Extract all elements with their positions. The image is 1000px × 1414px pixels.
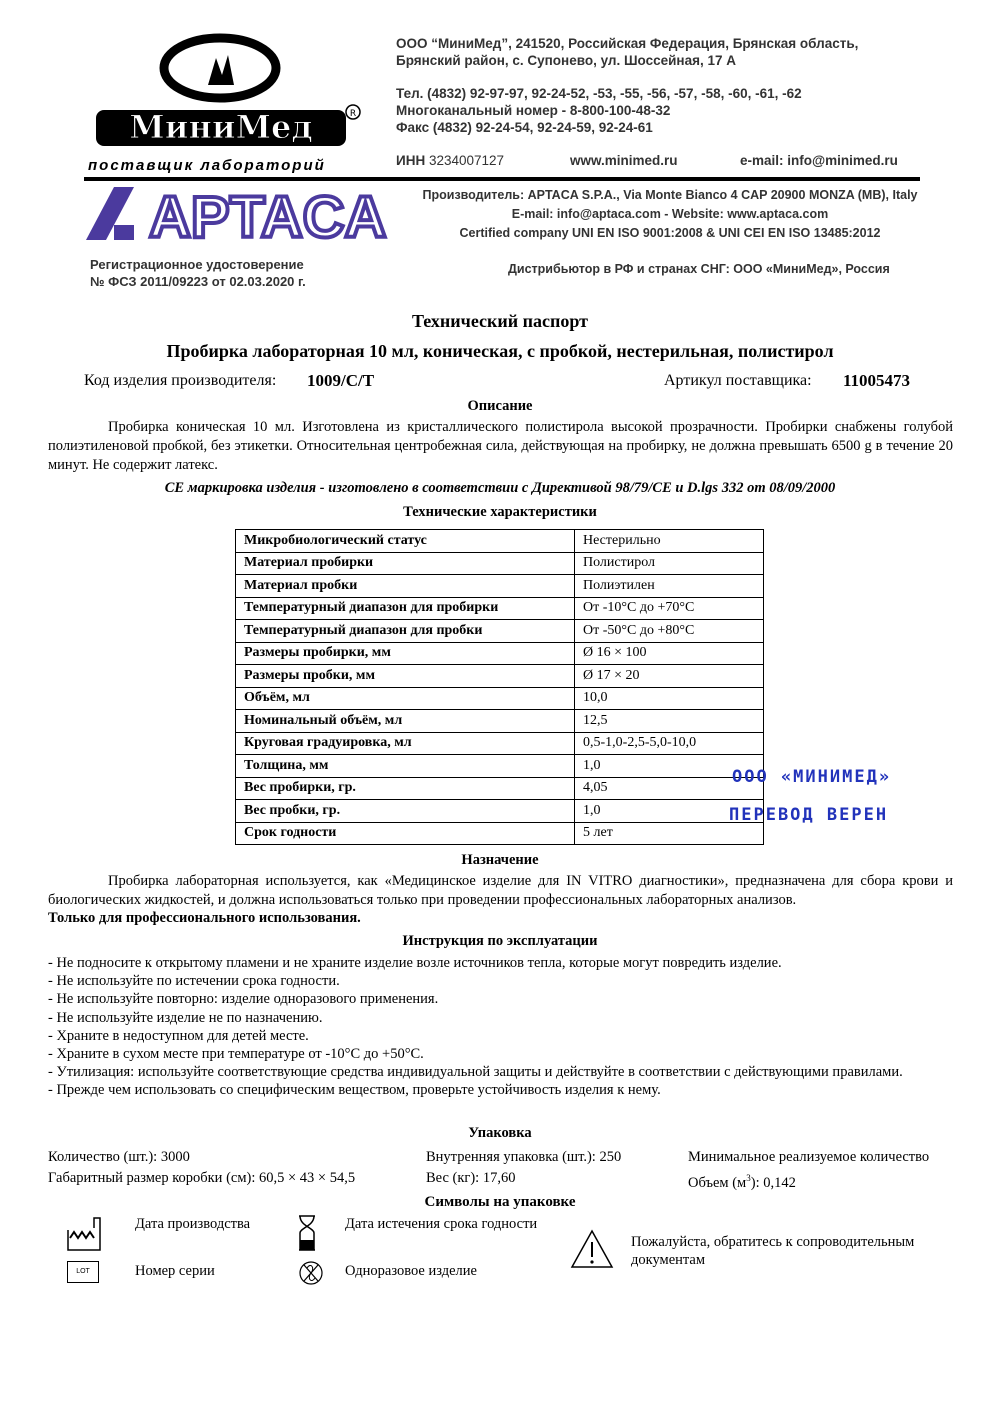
instruction-item: - Не подносите к открытому пламени и не храните изделие возле источников тепла, которые могут повредить изделие. xyxy=(48,955,782,971)
spec-row xyxy=(236,732,764,755)
spec-value: Нестерильно xyxy=(575,530,764,553)
spec-value: 1,0 xyxy=(575,800,764,823)
packaging-min-qty: Минимальное реализуемое количество xyxy=(688,1149,930,1165)
spec-key: Номинальный объём, мл xyxy=(236,710,575,733)
purpose-heading: Назначение xyxy=(461,852,539,868)
packaging-weight: Вес (кг): 17,60 xyxy=(426,1170,516,1186)
spec-value: 4,05 xyxy=(575,777,764,800)
spec-value: Ø 16 × 100 xyxy=(575,642,764,665)
instruction-item: - Не используйте по истечении срока годности. xyxy=(48,973,340,990)
registration-line-2: № ФСЗ 2011/09223 от 02.03.2020 г. xyxy=(90,274,306,289)
company-address-2: Брянский район, с. Супонево, ул. Шоссейная, 17 А xyxy=(396,53,736,68)
packaging-inner: Внутренняя упаковка (шт.): 250 xyxy=(426,1149,622,1165)
hourglass-icon xyxy=(296,1214,318,1252)
company-inn xyxy=(396,152,504,169)
professional-use-note: Только для профессионального использования. xyxy=(48,910,361,926)
inn-value: 3234007127 xyxy=(428,153,505,168)
spec-row xyxy=(236,642,764,665)
instruction-item: - Утилизация: используйте соответствующие средства индивидуальной защиты и действуйте в соответствии с действующими правилами. xyxy=(48,1064,903,1081)
manufacturer-code: 1009/C/T xyxy=(307,371,375,390)
instructions-list xyxy=(48,954,928,1100)
spec-row xyxy=(236,777,764,800)
spec-row xyxy=(236,665,764,688)
single-use-icon xyxy=(298,1260,324,1286)
symbol-label-single-use: Одноразовое изделие xyxy=(345,1263,477,1279)
manufacturer-code-label: Код изделия производителя: xyxy=(84,372,277,389)
spec-value: Полистирол xyxy=(575,552,764,575)
aptaca-logo-svg xyxy=(84,185,414,245)
volume-suffix: ): 0,142 xyxy=(750,1174,796,1191)
instruction-item: - Храните в недоступном для детей месте. xyxy=(48,1027,309,1044)
spec-row xyxy=(236,575,764,598)
minimed-logo xyxy=(88,30,368,174)
spec-key: Круговая градуировка, мл xyxy=(236,732,575,755)
spec-row xyxy=(236,800,764,823)
spec-key: Толщина, мм xyxy=(236,755,575,778)
distributor-info: Дистрибьютор в РФ и странах СНГ: ООО «МиниМед», Россия xyxy=(508,262,890,276)
registration-info xyxy=(90,256,306,290)
instruction-item: - Не используйте изделие не по назначению. xyxy=(48,1009,323,1026)
company-website[interactable]: www.minimed.ru xyxy=(570,153,678,168)
aptaca-logo xyxy=(84,185,414,245)
document-title: Технический паспорт xyxy=(411,311,588,331)
aptaca-logo-text: APTACA xyxy=(149,185,387,245)
inn-label: ИНН xyxy=(396,153,426,168)
instruction-item: - Прежде чем использовать со специфическим веществом, проверьте устойчивость изделия к нему. xyxy=(48,1082,661,1099)
spec-row xyxy=(236,822,764,845)
minimed-logo-emblem xyxy=(88,30,368,150)
company-info xyxy=(396,35,936,136)
manufacturer-address: Производитель: APTACA S.P.A., Via Monte Bianco 4 CAP 20900 MONZA (MB), Italy xyxy=(422,188,918,202)
company-multichannel: Многоканальный номер - 8-800-100-48-32 xyxy=(396,103,671,118)
instruction-item: - Не используйте повторно: изделие одноразового применения. xyxy=(48,991,439,1008)
spec-key: Размеры пробки, мм xyxy=(236,665,575,688)
spec-value: 5 лет xyxy=(575,822,764,845)
spec-value: 10,0 xyxy=(575,687,764,710)
description-heading: Описание xyxy=(467,398,533,414)
spec-row xyxy=(236,755,764,778)
volume-prefix: Объем (м xyxy=(688,1174,747,1191)
specs-table xyxy=(235,529,764,845)
registration-line-1: Регистрационное удостоверение xyxy=(90,257,304,272)
spec-row xyxy=(236,597,764,620)
product-name: Пробирка лабораторная 10 мл, коническая, с пробкой, нестерильная, полистирол xyxy=(166,341,834,361)
instruction-item: - Храните в сухом месте при температуре от -10°C до +50°C. xyxy=(48,1046,424,1063)
lot-icon: LOT xyxy=(67,1261,99,1283)
company-phone: Тел. (4832) 92-97-97, 92-24-52, -53, -55, -56, -57, -58, -60, -61, -62 xyxy=(396,86,802,101)
packaging-volume xyxy=(688,1169,796,1192)
spec-key: Микробиологический статус xyxy=(236,530,575,553)
supplier-article: 11005473 xyxy=(843,371,911,390)
ce-marking-note: CE маркировка изделия - изготовлено в соответствии с Директивой 98/79/CE и D.lgs 332 от 08/09/2000 xyxy=(164,480,836,496)
symbol-label-lot: Номер серии xyxy=(135,1263,215,1279)
spec-key: Материал пробки xyxy=(236,575,575,598)
spec-row xyxy=(236,687,764,710)
spec-value: От -10°C до +70°C xyxy=(575,597,764,620)
manufacturer-contacts: E-mail: info@aptaca.com - Website: www.aptaca.com xyxy=(511,207,829,221)
spec-key: Температурный диапазон для пробирки xyxy=(236,597,575,620)
spec-key: Размеры пробирки, мм xyxy=(236,642,575,665)
spec-row xyxy=(236,620,764,643)
spec-row xyxy=(236,710,764,733)
spec-value: От -50°C до +80°C xyxy=(575,620,764,643)
spec-key: Вес пробирки, гр. xyxy=(236,777,575,800)
symbol-label-expiry-date: Дата истечения срока годности xyxy=(345,1216,538,1232)
manufacture-date-icon xyxy=(66,1216,102,1252)
spec-key: Материал пробирки xyxy=(236,552,575,575)
stamp-line-1: ООО «МИНИМЕД» xyxy=(732,767,892,787)
symbol-label-consult-docs: Пожалуйста, обратитесь к сопроводительным документам xyxy=(631,1234,915,1269)
specs-heading: Технические характеристики xyxy=(403,504,597,520)
spec-key: Срок годности xyxy=(236,822,575,845)
minimed-logo-text: МиниМед xyxy=(129,108,313,146)
warning-icon xyxy=(570,1229,614,1269)
instructions-heading: Инструкция по эксплуатации xyxy=(402,933,598,949)
spec-value: 12,5 xyxy=(575,710,764,733)
packaging-box-size: Габаритный размер коробки (см): 60,5 × 43 × 54,5 xyxy=(48,1170,356,1186)
spec-key: Объём, мл xyxy=(236,687,575,710)
company-fax: Факс (4832) 92-24-54, 92-24-59, 92-24-61 xyxy=(396,120,653,135)
spec-row xyxy=(236,530,764,553)
manufacturer-certification: Certified company UNI EN ISO 9001:2008 & UNI CEI EN ISO 13485:2012 xyxy=(459,226,881,240)
spec-row xyxy=(236,552,764,575)
packaging-heading: Упаковка xyxy=(468,1125,532,1141)
spec-value: 0,5-1,0-2,5-5,0-10,0 xyxy=(575,732,764,755)
header-divider xyxy=(84,177,920,181)
stamp-line-2: ПЕРЕВОД ВЕРЕН xyxy=(729,805,889,825)
purpose-text: Пробирка лабораторная используется, как «Медицинское изделие для IN VITRO диагностики», предназначена для сбора крови и биологических жидкостей, и должна использоваться только при проведении профессиональных лабораторных анализов. xyxy=(48,873,953,908)
spec-value: Полиэтилен xyxy=(575,575,764,598)
volume-sup: 3 xyxy=(746,1173,751,1183)
packaging-quantity: Количество (шт.): 3000 xyxy=(48,1149,190,1165)
company-address-1: ООО “МиниМед”, 241520, Российская Федерация, Брянская область, xyxy=(396,36,859,51)
spec-key: Вес пробки, гр. xyxy=(236,800,575,823)
svg-text:R: R xyxy=(349,109,357,119)
spec-key: Температурный диапазон для пробки xyxy=(236,620,575,643)
company-email[interactable]: e-mail: info@minimed.ru xyxy=(740,153,898,168)
supplier-article-label: Артикул поставщика: xyxy=(664,372,812,389)
manufacturer-info xyxy=(415,186,925,243)
minimed-tagline: поставщик лабораторий xyxy=(88,157,326,174)
spec-value: 1,0 xyxy=(575,755,764,778)
description-text: Пробирка коническая 10 мл. Изготовлена из кристаллического полистирола высокой прозрачности. Пробирки снабжены голубой полиэтиленовой пробкой, без этикетки. Относительная центробежная сила, действующая на пробирку, не должна превышать 6500 g в течение 20 минут. Не содержит латекс. xyxy=(48,419,953,473)
symbols-heading: Символы на упаковке xyxy=(424,1194,576,1210)
symbol-label-manufacture-date: Дата производства xyxy=(135,1216,251,1232)
spec-value: Ø 17 × 20 xyxy=(575,665,764,688)
